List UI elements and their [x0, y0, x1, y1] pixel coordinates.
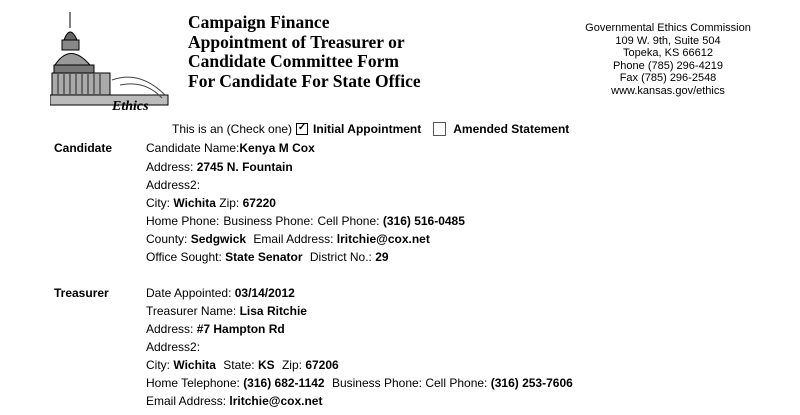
candidate-county-value: Sedgwick	[190, 232, 247, 246]
candidate-zip-value: 67220	[242, 196, 276, 210]
candidate-office-label: Office Sought:	[146, 250, 222, 264]
treasurer-address2-label: Address2:	[146, 340, 201, 354]
candidate-district-label: District No.:	[309, 250, 372, 264]
treasurer-section-label: Treasurer	[54, 286, 109, 300]
candidate-cell-phone-value: (316) 516-0485	[382, 214, 465, 228]
treasurer-city-row	[146, 358, 339, 372]
treasurer-phones-row	[146, 376, 573, 390]
candidate-home-phone-label: Home Phone:	[146, 214, 220, 228]
agency-website: www.kansas.gov/ethics	[611, 84, 725, 97]
candidate-business-phone-label: Business Phone:	[223, 214, 314, 228]
treasurer-address-value: #7 Hampton Rd	[196, 322, 285, 336]
initial-appointment-label: Initial Appointment	[313, 122, 422, 136]
treasurer-email-row	[146, 394, 322, 408]
treasurer-name-row	[146, 304, 307, 318]
title-line-1: Campaign Finance	[188, 12, 330, 32]
check-prompt: This is an (Check one)	[172, 122, 293, 136]
treasurer-home-tel-label: Home Telephone:	[146, 376, 240, 390]
candidate-email-value: lritchie@cox.net	[336, 232, 430, 246]
treasurer-zip-label: Zip:	[281, 358, 302, 372]
agency-street: 109 W. 9th, Suite 504	[615, 34, 721, 47]
treasurer-email-label: Email Address:	[146, 394, 227, 408]
candidate-name-label: Candidate Name:	[146, 141, 240, 155]
initial-appointment-checkbox[interactable]	[296, 123, 308, 135]
agency-city: Topeka, KS 66612	[623, 47, 713, 60]
candidate-address2-row	[146, 178, 200, 192]
candidate-cell-phone-label: Cell Phone:	[317, 214, 380, 228]
treasurer-state-value: KS	[257, 358, 275, 372]
amended-statement-checkbox[interactable]	[433, 122, 446, 136]
treasurer-cell-phone-value: (316) 253-7606	[490, 376, 573, 390]
agency-fax: Fax (785) 296-2548	[619, 72, 717, 85]
candidate-city-row	[146, 196, 276, 210]
candidate-county-label: County:	[146, 232, 188, 246]
treasurer-address-label: Address:	[146, 322, 194, 336]
candidate-address2-label: Address2:	[146, 178, 201, 192]
candidate-county-row	[146, 232, 430, 246]
agency-name: Governmental Ethics Commission	[585, 22, 751, 34]
treasurer-cell-phone-label: Cell Phone:	[425, 376, 488, 390]
amended-statement-label: Amended Statement	[453, 122, 570, 136]
candidate-name-row	[146, 141, 315, 155]
treasurer-address-row	[146, 322, 285, 336]
appointment-type-row	[172, 122, 569, 136]
candidate-zip-label: Zip:	[219, 196, 240, 210]
treasurer-date-value: 03/14/2012	[234, 286, 295, 300]
treasurer-date-label: Date Appointed:	[146, 286, 232, 300]
treasurer-home-tel-value: (316) 682-1142	[243, 376, 325, 390]
candidate-city-label: City:	[146, 196, 170, 210]
treasurer-business-phone-label: Business Phone:	[331, 376, 422, 390]
treasurer-state-label: State:	[223, 358, 255, 372]
candidate-section-label: Candidate	[54, 141, 113, 155]
title-line-4: For Candidate For State Office	[188, 70, 421, 91]
treasurer-name-label: Treasurer Name:	[146, 304, 237, 318]
title-line-3: Candidate Committee Form	[188, 51, 399, 71]
candidate-address-label: Address:	[146, 160, 194, 174]
candidate-district-value: 29	[375, 250, 389, 264]
title-line-2: Appointment of Treasurer or	[188, 31, 405, 52]
treasurer-city-value: Wichita	[173, 358, 216, 372]
kansas-ethics-logo	[50, 10, 170, 115]
form-title	[188, 13, 421, 91]
treasurer-email-value: lritchie@cox.net	[229, 394, 323, 408]
logo-text: Ethics	[112, 99, 149, 114]
treasurer-city-label: City:	[146, 358, 170, 372]
agency-phone: Phone (785) 296-4219	[612, 59, 724, 72]
candidate-office-value: State Senator	[225, 250, 303, 264]
candidate-name-value: Kenya M Cox	[239, 141, 315, 155]
treasurer-address2-row	[146, 340, 200, 354]
treasurer-date-row	[146, 286, 295, 300]
candidate-city-value: Wichita	[173, 196, 216, 210]
candidate-email-label: Email Address:	[253, 232, 334, 246]
candidate-address-value: 2745 N. Fountain	[196, 160, 293, 174]
agency-address-block	[548, 22, 788, 98]
candidate-phones-row	[146, 214, 465, 228]
candidate-office-row	[146, 250, 389, 264]
treasurer-name-value: Lisa Ritchie	[239, 304, 307, 318]
candidate-address-row	[146, 160, 293, 174]
treasurer-zip-value: 67206	[305, 358, 339, 372]
